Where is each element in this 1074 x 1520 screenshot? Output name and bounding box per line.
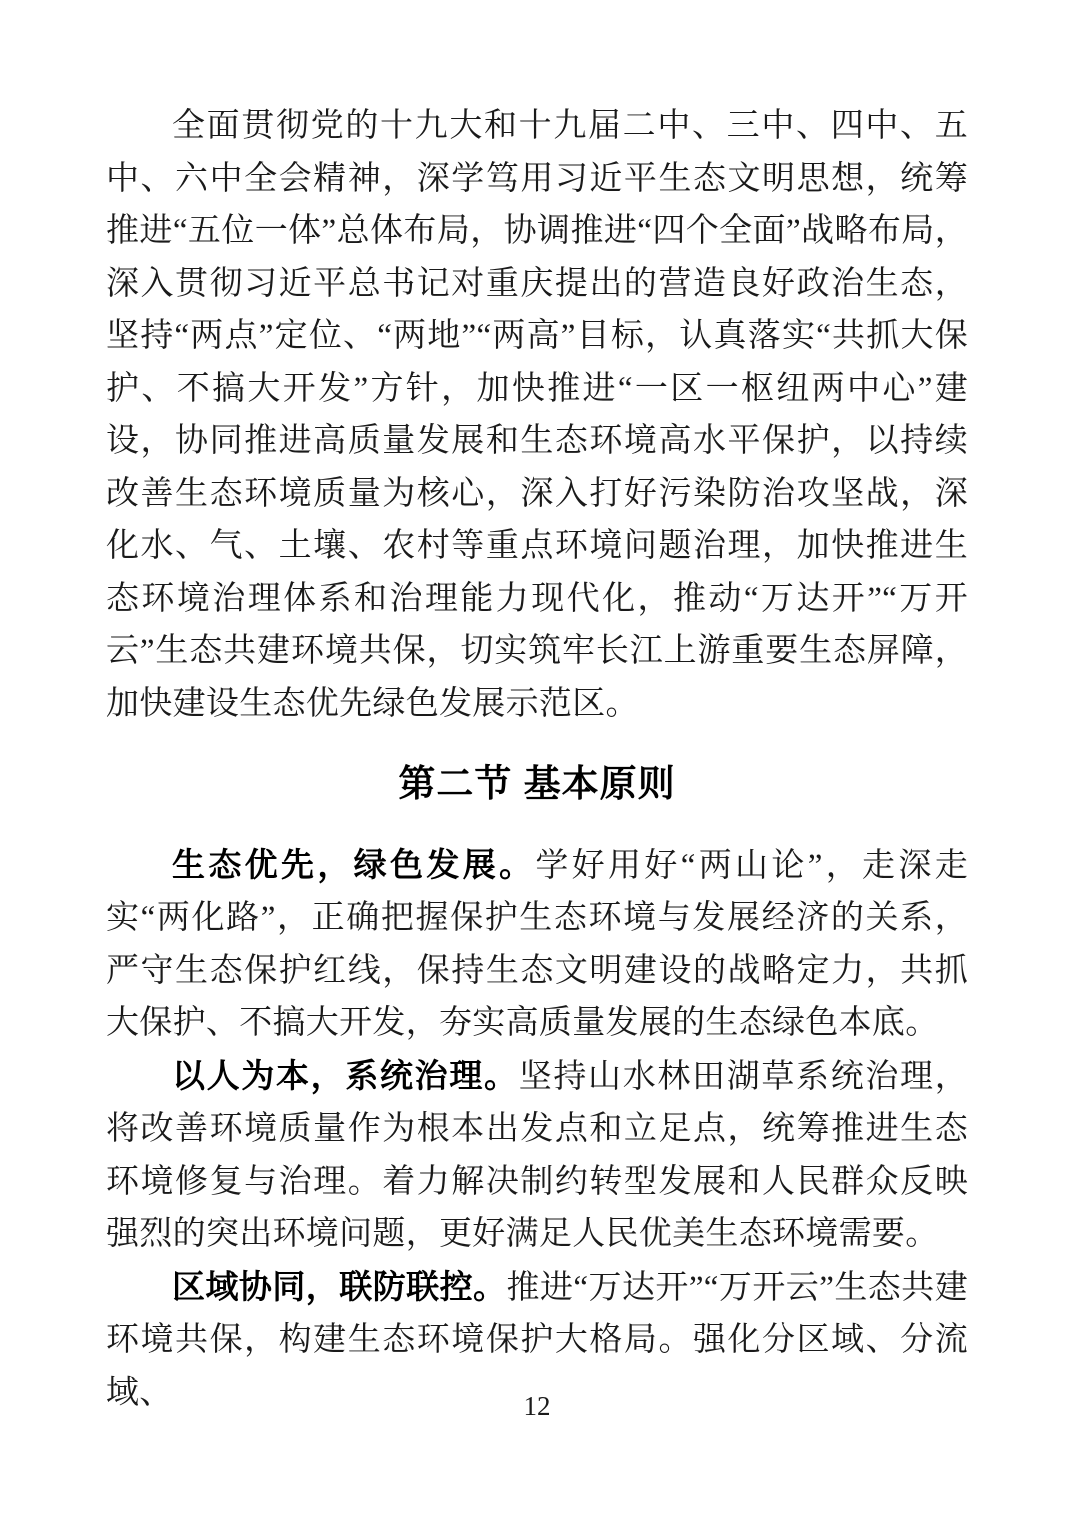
- paragraph-body: 坚持山水林田湖草系统治理，将改善环境质量作为根本出发点和立足点，统筹推进生态环境修复与治理。着力解决制约转型发展和人民群众反映强烈的突出环境问题，更好满足人民优美生态环境需要。: [106, 1058, 969, 1252]
- page-number: 12: [523, 1391, 551, 1421]
- principle-paragraph-eco-priority: [106, 839, 968, 1050]
- paragraph-lead: 生态优先，绿色发展。: [172, 845, 536, 883]
- intro-paragraph: 全面贯彻党的十九大和十九届二中、三中、四中、五中、六中全会精神，深学笃用习近平生态文明思想，统筹推进“五位一体”总体布局，协调推进“四个全面”战略布局，深入贯彻习近平总书记对重庆提出的营造良好政治生态，坚持“两点”定位、“两地”“两高”目标，认真落实“共抓大保护、不搞大开发”方针，加快推进“一区一枢纽两中心”建设，协同推进高质量发展和生态环境高水平保护，以持续改善生态环境质量为核心，深入打好污染防治攻坚战，深化水、气、土壤、农村等重点环境问题治理，加快推进生态环境治理体系和治理能力现代化，推动“万达开”“万开云”生态共建环境共保，切实筑牢长江上游重要生态屏障，加快建设生态优先绿色发展示范区。: [106, 108, 968, 722]
- section-heading: 第二节 基本原则: [398, 763, 676, 804]
- document-content: [106, 100, 968, 1419]
- paragraph-body: 推进“万达开”“万开云”生态共建环境共保，构建生态环境保护大格局。强化分区域、分流域、: [106, 1269, 969, 1411]
- paragraph-lead: 以人为本，系统治理。: [172, 1056, 519, 1094]
- paragraph-lead: 区域协同，联防联控。: [172, 1267, 507, 1305]
- principle-paragraph-people-first: [106, 1050, 968, 1261]
- paragraph-body: 学好用好“两山论”，走深走实“两化路”，正确把握保护生态环境与发展经济的关系，严守生态保护红线，保持生态文明建设的战略定力，共抓大保护、不搞大开发，夯实高质量发展的生态绿色本底。: [106, 847, 969, 1041]
